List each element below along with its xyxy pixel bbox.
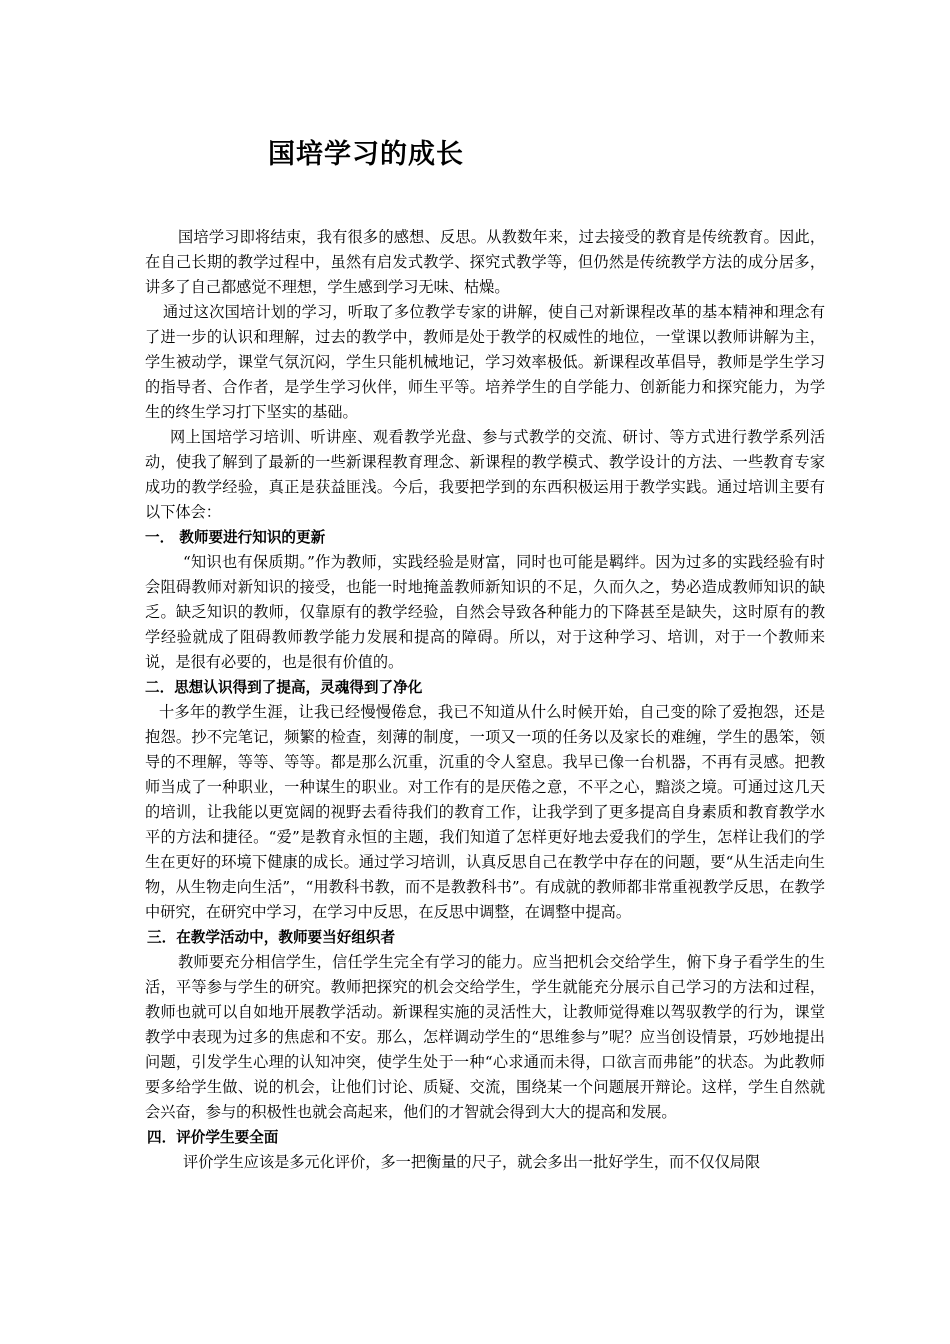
section-paragraph: 十多年的教学生涯，让我已经慢慢倦怠，我已不知道从什么时候开始，自己变的除了爱抱怨，还是抱怨。抄不完笔记，频繁的检查，刻薄的制度，一项又一项的任务以及家长的难缠，学生的愚笨，领导的不理解，等等、等等。都是那么沉重，沉重的令人窒息。我早已像一台机器，不再有灵感。把教师当成了一种职业，一种谋生的职业。对工作有的是厌倦之意，不平之心，黯淡之境。可通过这几天的培训，让我能以更宽阔的视野去看待我们的教育工作，让我学到了更多提高自身素质和教育教学水平的方法和捷径。“爱”是教育永恒的主题，我们知道了怎样更好地去爱我们的学生，怎样让我们的学生在更好的环境下健康的成长。通过学习培训，认真反思自己在教学中存在的问题，要“从生活走向生物，从生物走向生活”，“用教科书教，而不是教教科书”。有成就的教师都非常重视教学反思，在教学中研究，在研究中学习，在学习中反思，在反思中调整，在调整中提高。 <box>145 703 825 921</box>
section-heading: 二．思想认识得到了提高，灵魂得到了净化 <box>145 679 423 696</box>
section-paragraph: “知识也有保质期。”作为教师，实践经验是财富，同时也可能是羁绊。因为过多的实践经验有时会阻碍教师对新知识的接受，也能一时地掩盖教师新知识的不足，久而久之，势必造成教师知识的缺乏。缺乏知识的教师，仅靠原有的教学经验，自然会导致各种能力的下降甚至是缺失，这时原有的教学经验就成了阻碍教师教学能力发展和提高的障碍。所以，对于这种学习、培训，对于一个教师来说，是很有必要的，也是很有价值的。 <box>145 553 825 671</box>
section-heading: 四．评价学生要全面 <box>147 1129 279 1146</box>
intro-paragraph: 网上国培学习培训、听讲座、观看教学光盘、参与式教学的交流、研讨、等方式进行教学系列活动，使我了解到了最新的一些新课程教育理念、新课程的教学模式、教学设计的方法、一些教育专家成功的教学经验，真正是获益匪浅。今后，我要把学到的东西积极运用于教学实践。通过培训主要有以下体会： <box>145 428 825 521</box>
document-title: 国培学习的成长 <box>268 139 464 170</box>
section-heading: 三．在教学活动中，教师要当好组织者 <box>147 929 396 946</box>
section-paragraph: 教师要充分相信学生，信任学生完全有学习的能力。应当把机会交给学生，俯下身子看学生的生活，平等参与学生的研究。教师把探究的机会交给学生，学生就能充分展示自己学习的方法和过程，教师也就可以自如地开展教学活动。新课程实施的灵活性大，让教师觉得难以驾驭教学的行为，课堂教学中表现为过多的焦虑和不安。那么，怎样调动学生的“思维参与”呢？应当创设情景，巧妙地提出问题，引发学生心理的认知冲突，使学生处于一种“心求通而未得，口欲言而弗能”的状态。为此教师要多给学生做、说的机会，让他们讨论、质疑、交流，围绕某一个问题展开辩论。这样，学生自然就会兴奋，参与的积极性也就会高起来，他们的才智就会得到大大的提高和发展。 <box>145 953 825 1121</box>
document-body <box>145 225 825 1175</box>
section-heading: 一． 教师要进行知识的更新 <box>145 529 326 546</box>
section-paragraph: 评价学生应该是多元化评价，多一把衡量的尺子，就会多出一批好学生，而不仅仅局限 <box>183 1153 761 1171</box>
intro-paragraph: 国培学习即将结束，我有很多的感想、反思。从教数年来，过去接受的教育是传统教育。因此，在自己长期的教学过程中，虽然有启发式教学、探究式教学等，但仍然是传统教学方法的成分居多，讲多了自己都感觉不理想，学生感到学习无味、枯燥。 <box>145 228 825 296</box>
intro-paragraph: 通过这次国培计划的学习，听取了多位教学专家的讲解，使自己对新课程改革的基本精神和理念有了进一步的认识和理解，过去的教学中，教师是处于教学的权威性的地位，一堂课以教师讲解为主，学生被动学，课堂气氛沉闷，学生只能机械地记，学习效率极低。新课程改革倡导，教师是学生学习的指导者、合作者，是学生学习伙伴，师生平等。培养学生的自学能力、创新能力和探究能力，为学生的终生学习打下坚实的基础。 <box>145 303 825 421</box>
